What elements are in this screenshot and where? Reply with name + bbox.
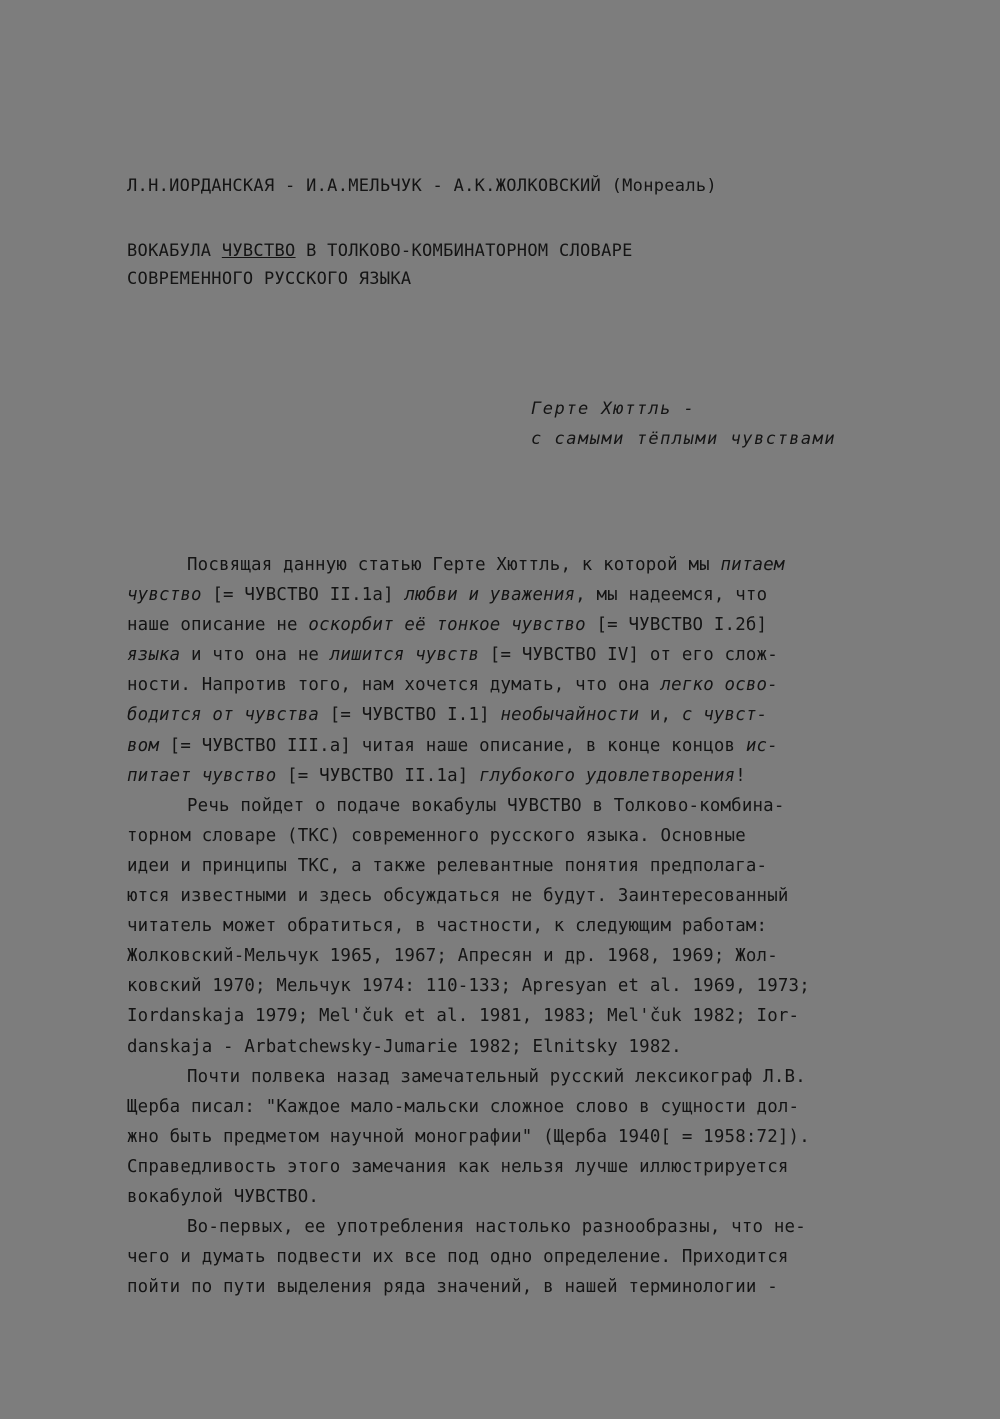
- text-line: [127, 640, 872, 670]
- text-run: наше описание не: [127, 615, 309, 636]
- text-line: идеи и принципы ТКС, а также релевантные понятия предполага-: [127, 855, 768, 876]
- text-run: [= ЧУВСТВО III.а] читая наше описание, в конце концов: [159, 735, 746, 756]
- italic-run: языка: [127, 645, 181, 666]
- text-line: чего и думать подвести их все под одно определение. Приходится: [127, 1247, 789, 1268]
- text-run: и,: [639, 705, 682, 726]
- text-run: ности. Напротив того, нам хочется думать, что она: [127, 675, 661, 696]
- text-line: Справедливость этого замечания как нельзя лучше иллюстрируется: [127, 1156, 789, 1177]
- title-line-1: [127, 237, 633, 265]
- dedication-line-2: с самыми тёплыми чувствами: [531, 429, 837, 449]
- text-run: !: [735, 765, 746, 786]
- text-line: [127, 670, 872, 700]
- text-line: вокабулой ЧУВСТВО.: [127, 1186, 320, 1207]
- dedication-line-1: Герте Хюттль -: [531, 399, 696, 419]
- italic-run: чувство: [127, 585, 202, 606]
- paragraph-2: [127, 791, 872, 1062]
- text-line: Щерба писал: "Каждое мало-мальски сложное слово в сущности дол-: [127, 1096, 800, 1117]
- italic-run: легко осво-: [660, 675, 778, 696]
- text-run: , мы надеемся, что: [575, 585, 768, 606]
- paragraph-3: [127, 1062, 872, 1212]
- text-run: [= ЧУВСТВО I.1]: [319, 705, 501, 726]
- italic-run: питаем: [720, 555, 785, 575]
- text-line: [127, 700, 872, 730]
- italic-run: питает чувство: [127, 765, 277, 786]
- paragraph-4: [127, 1212, 872, 1302]
- dedication: [531, 394, 836, 454]
- italic-run: с чувст-: [681, 705, 768, 726]
- text-line: Жолковский-Мельчук 1965, 1967; Апресян и др. 1968, 1969; Жол-: [127, 946, 778, 967]
- text-line: пойти по пути выделения ряда значений, в нашей терминологии -: [127, 1277, 778, 1298]
- italic-run: глубокого удовлетворения: [479, 765, 736, 786]
- paragraph-1: [127, 550, 872, 791]
- text-line: Во-первых, ее употребления настолько разнообразны, что не-: [187, 1217, 806, 1238]
- text-line: Речь пойдет о подаче вокабулы ЧУВСТВО в Толково-комбина-: [187, 795, 785, 816]
- title-prefix: ВОКАБУЛА: [127, 241, 222, 261]
- italic-run: вом: [127, 735, 160, 756]
- title-line-2: СОВРЕМЕННОГО РУССКОГО ЯЗЫКА: [127, 269, 412, 289]
- text-line: [127, 610, 872, 640]
- text-run: [= ЧУВСТВО II.1а]: [201, 585, 405, 606]
- text-line: жно быть предметом научной монографии" (Щерба 1940[ = 1958:72]).: [127, 1126, 810, 1147]
- text-line: читатель может обратиться, в частности, к следующим работам:: [127, 916, 768, 937]
- text-line: ковский 1970; Мельчук 1974: 110-133; Apresyan et al. 1969, 1973;: [127, 976, 810, 997]
- body-text: [127, 550, 872, 1302]
- text-line: [127, 550, 872, 580]
- italic-run: бодится от чувства: [127, 705, 320, 726]
- text-run: [= ЧУВСТВО I.2б]: [585, 615, 768, 636]
- text-line: ются известными и здесь обсуждаться не будут. Заинтересованный: [127, 886, 789, 907]
- text-line: Почти полвека назад замечательный русский лексикограф Л.В.: [187, 1066, 806, 1087]
- italic-run: ис-: [745, 735, 778, 756]
- italic-run: необычайности: [500, 705, 640, 726]
- text-line: [127, 731, 872, 761]
- text-run: [= ЧУВСТВО IV] от его слож-: [479, 645, 778, 666]
- text-line: Iordanskaja 1979; Mel'čuk et al. 1981, 1983; Mel'čuk 1982; Ior-: [127, 1006, 800, 1027]
- italic-run: любви и уважения: [404, 585, 576, 606]
- text-run: и что она не: [180, 645, 330, 666]
- italic-run: оскорбит её тонкое чувство: [308, 615, 586, 636]
- title-suffix: В ТОЛКОВО-КОМБИНАТОРНОМ СЛОВАРЕ: [295, 241, 633, 261]
- article-title: [127, 237, 633, 293]
- text-line: [127, 580, 872, 610]
- italic-run: лишится чувств: [329, 645, 480, 666]
- title-keyword: ЧУВСТВО: [221, 241, 296, 261]
- text-line: [127, 761, 872, 791]
- text-line: danskaja - Arbatchewsky-Jumarie 1982; Elnitsky 1982.: [127, 1036, 682, 1057]
- text-run: [= ЧУВСТВО II.1а]: [276, 765, 480, 786]
- authors-line: Л.Н.ИОРДАНСКАЯ - И.А.МЕЛЬЧУК - А.К.ЖОЛКОВСКИЙ (Монреаль): [127, 176, 717, 196]
- text-run: Посвящая данную статью Герте Хюттль, к которой мы: [187, 555, 721, 575]
- text-line: торном словаре (ТКС) современного русского языка. Основные: [127, 825, 746, 846]
